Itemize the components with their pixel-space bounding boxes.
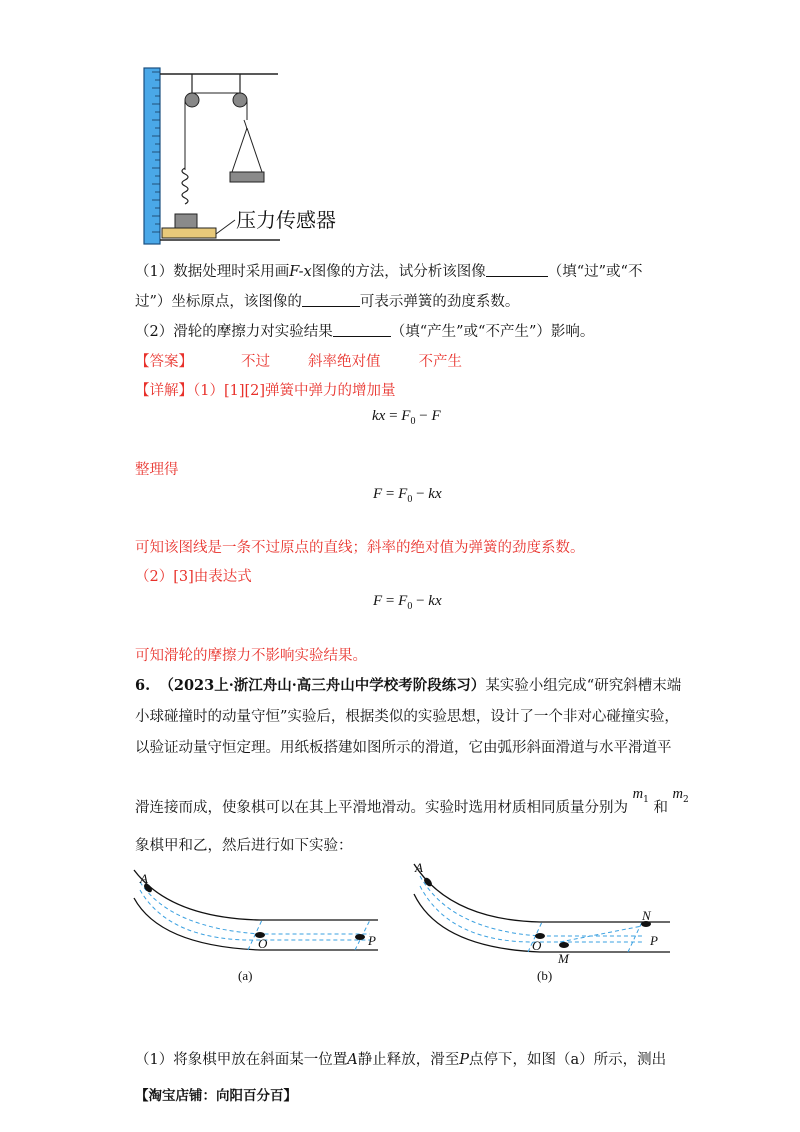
answer-line: 【答案】 不过 斜率绝对值 不产生 bbox=[135, 354, 462, 370]
label-b-N: N bbox=[642, 908, 651, 923]
equation-1: kx = $F_0 - F$ bbox=[372, 408, 441, 427]
answer-blank[interactable] bbox=[486, 263, 548, 277]
label-a-A: A bbox=[140, 871, 148, 886]
label-b-M: M bbox=[558, 951, 569, 966]
q1-line2: 过”）坐标原点，该图像的 可表示弹簧的劲度系数。 bbox=[135, 294, 520, 310]
label-b-P: P bbox=[650, 933, 658, 948]
q6-line3: 以验证动量守恒定理。用纸板搭建如图所示的滑道，它由弧形斜面滑道与水平滑道平 bbox=[135, 740, 672, 756]
label-b-O: O bbox=[532, 938, 542, 953]
q6-line5: 象棋甲和乙，然后进行如下实验： bbox=[135, 838, 353, 854]
caption-b: (b) bbox=[537, 968, 553, 983]
answer-blank[interactable] bbox=[302, 293, 360, 307]
tidy-text: 整理得 bbox=[135, 462, 179, 478]
q1-line1: （1）数据处理时采用画F-x图像的方法，试分析该图像 （填“过”或“不 bbox=[135, 264, 643, 280]
equation-2: $F = F_0$ − kx bbox=[373, 486, 442, 505]
equation-3: $F = F_0$ − kx bbox=[373, 593, 442, 612]
step1-line: （1）将象棋甲放在斜面某一位置A静止释放，滑至P点停下，如图（a）所示，测出 bbox=[135, 1052, 667, 1068]
track-figure-a bbox=[130, 858, 380, 958]
detail-line: 【详解】（1）[1][2]弹簧中弹力的增加量 bbox=[135, 383, 396, 399]
footer-shop: 【淘宝店铺：向阳百分百】 bbox=[135, 1088, 297, 1104]
q2-line: （2）滑轮的摩擦力对实验结果 （填“产生”或“不产生”）影响。 bbox=[135, 324, 595, 340]
q6-line4: 滑连接而成，使象棋可以在其上平滑地滑动。实验时选用材质相同质量分别为 $m_1$ 和 $m_2$ bbox=[135, 786, 689, 816]
conclusion-2: 可知滑轮的摩擦力不影响实验结果。 bbox=[135, 648, 367, 664]
label-a-P: P bbox=[368, 933, 376, 948]
label-b-A: A bbox=[415, 860, 423, 875]
label-a-O: O bbox=[258, 936, 268, 951]
answer-blank[interactable] bbox=[333, 323, 391, 337]
q6-line2: 小球碰撞时的动量守恒”实验后，根据类似的实验思想，设计了一个非对心碰撞实验， bbox=[135, 709, 679, 725]
caption-a: (a) bbox=[238, 968, 253, 983]
sensor-label: 压力传感器 bbox=[236, 208, 336, 232]
conclusion-1: 可知该图线是一条不过原点的直线；斜率的绝对值为弹簧的劲度系数。 bbox=[135, 540, 585, 556]
q6-line1: 6. （2023上·浙江舟山·高三舟山中学校考阶段练习）某实验小组完成“研究斜槽末端 bbox=[135, 677, 682, 694]
detail-2: （2）[3]由表达式 bbox=[135, 569, 252, 585]
